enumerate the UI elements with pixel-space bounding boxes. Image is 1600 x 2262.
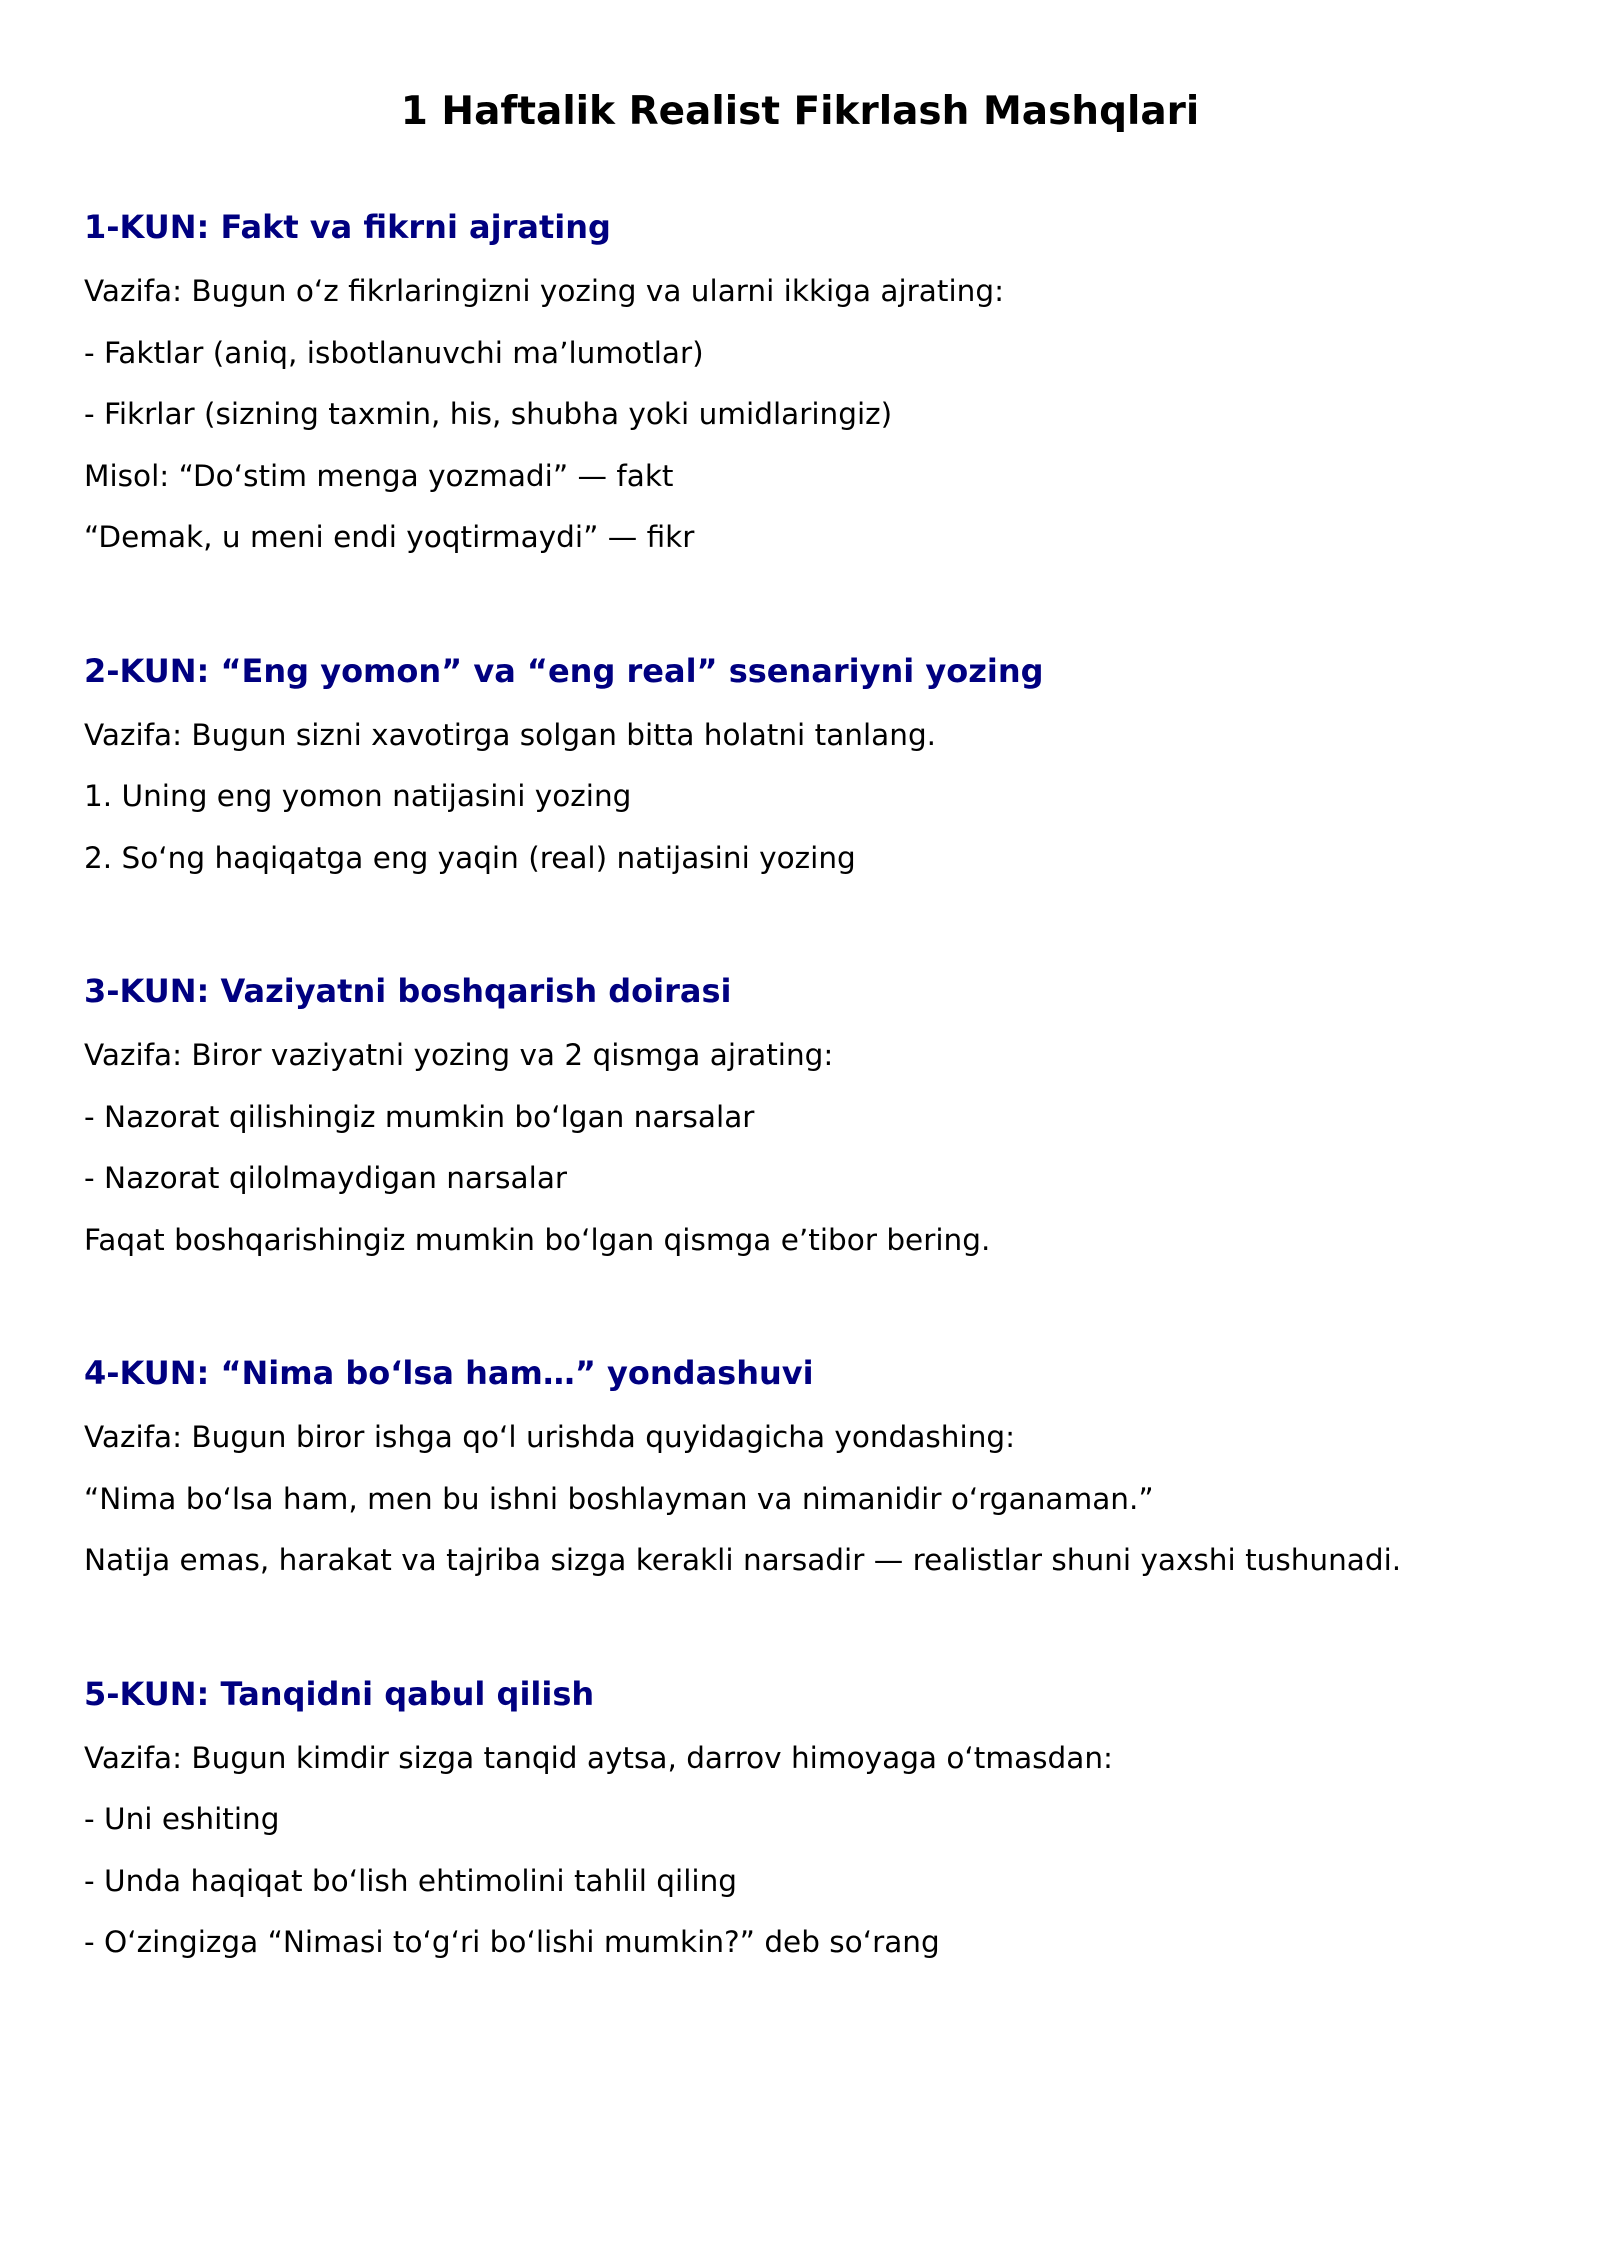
day-4-section: [84, 1346, 1564, 1592]
document-body: [84, 200, 1564, 1974]
list-item: - Nazorat qilolmaydigan narsalar: [84, 1161, 568, 1195]
day-heading: 3-KUN: Vaziyatni boshqarish doirasi: [84, 972, 732, 1010]
day-2-section: [84, 644, 1564, 890]
day-5-section: [84, 1667, 1564, 1974]
quote-text: “Nima bo‘lsa ham, men bu ishni boshlayman va nimanidir o‘rganaman.”: [84, 1481, 1154, 1516]
day-1-section: [84, 200, 1564, 569]
list-item: - Unda haqiqat bo‘lish ehtimolini tahlil qiling: [84, 1863, 738, 1898]
note-text: Faqat boshqarishingiz mumkin bo‘lgan qismga e’tibor bering.: [84, 1222, 991, 1257]
day-3-section: [84, 964, 1564, 1271]
task-text: Vazifa: Bugun o‘z fikrlaringizni yozing va ularni ikkiga ajrating:: [84, 274, 1005, 308]
day-heading: 1-KUN: Fakt va fikrni ajrating: [84, 208, 611, 246]
day-heading: 5-KUN: Tanqidni qabul qilish: [84, 1674, 595, 1713]
page-title: 1 Haftalik Realist Fikrlash Mashqlari: [400, 89, 1200, 134]
note-text: Natija emas, harakat va tajriba sizga kerakli narsadir — realistlar shuni yaxshi tushunadi.: [84, 1543, 1402, 1577]
task-text: Vazifa: Bugun kimdir sizga tanqid aytsa, darrov himoyaga o‘tmasdan:: [84, 1740, 1113, 1775]
task-text: Vazifa: Biror vaziyatni yozing va 2 qismga ajrating:: [84, 1038, 834, 1072]
day-heading: 2-KUN: “Eng yomon” va “eng real” ssenariyni yozing: [84, 651, 1044, 690]
list-item: - Nazorat qilishingiz mumkin bo‘lgan narsalar: [84, 1099, 755, 1134]
day-heading: 4-KUN: “Nima bo‘lsa ham…” yondashuvi: [84, 1354, 814, 1392]
task-text: Vazifa: Bugun biror ishga qo‘l urishda quyidagicha yondashing:: [84, 1420, 1016, 1454]
list-item: 1. Uning eng yomon natijasini yozing: [84, 779, 632, 813]
list-item: - O‘zingizga “Nimasi to‘g‘ri bo‘lishi mumkin?” deb so‘rang: [84, 1925, 940, 1959]
list-item: 2. So‘ng haqiqatga eng yaqin (real) natijasini yozing: [84, 840, 856, 875]
example-text: Misol: “Do‘stim menga yozmadi” — fakt: [84, 458, 674, 493]
list-item: - Uni eshiting: [84, 1802, 280, 1836]
list-item: - Fikrlar (sizning taxmin, his, shubha yoki umidlaringiz): [84, 397, 893, 431]
list-item: - Faktlar (aniq, isbotlanuvchi ma’lumotlar): [84, 335, 704, 370]
example-text: “Demak, u meni endi yoqtirmaydi” — fikr: [84, 520, 695, 554]
task-text: Vazifa: Bugun sizni xavotirga solgan bitta holatni tanlang.: [84, 717, 937, 752]
